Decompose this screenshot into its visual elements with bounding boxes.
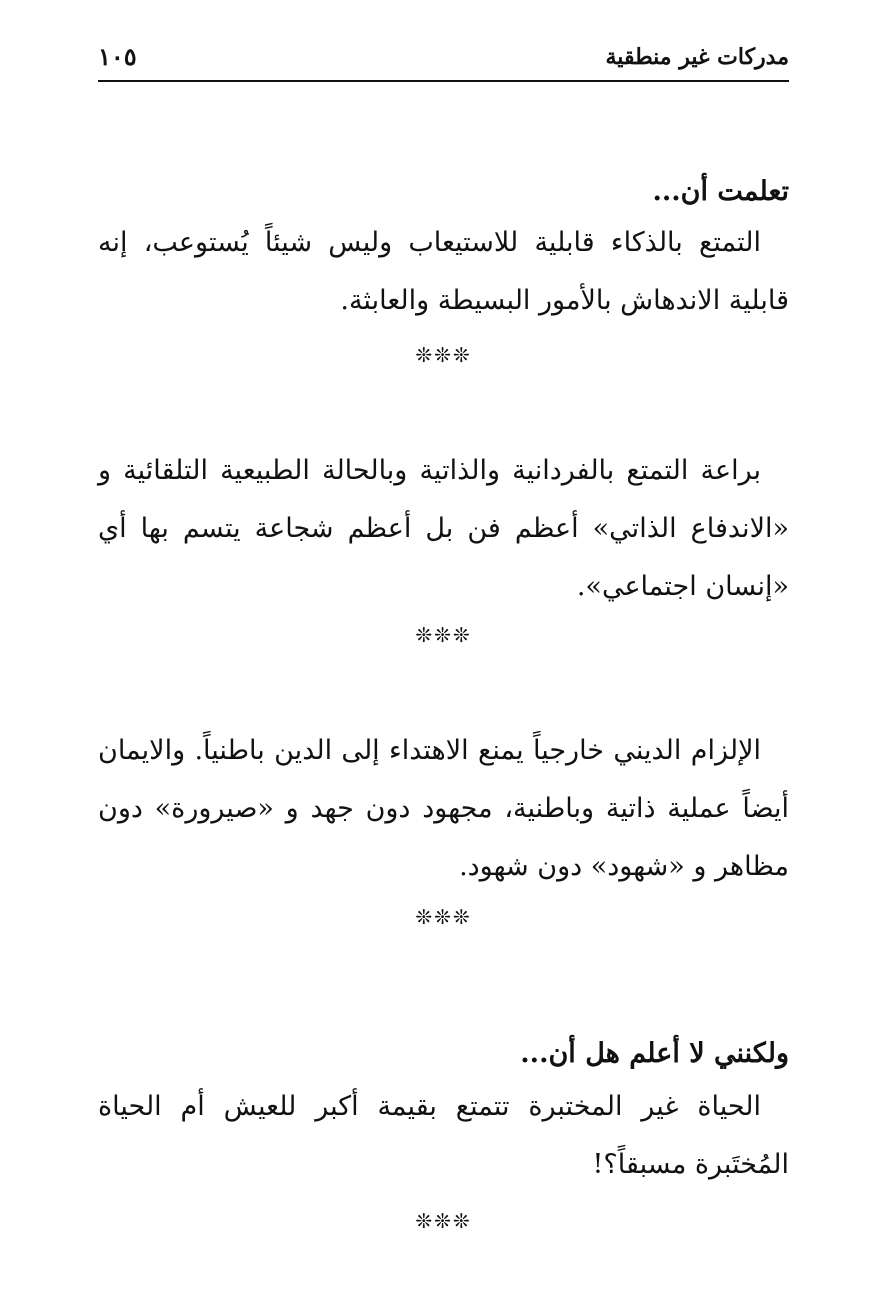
paragraph-intelligence: التمتع بالذكاء قابلية للاستيعاب وليس شيئاً يُستوعب، إنه قابلية الاندهاش بالأمور البسيطة والعابثة. bbox=[98, 227, 789, 316]
section-heading-do-not-know: ولكنني لا أعلم هل أن... bbox=[520, 1038, 789, 1069]
separator-stars-2: ❊❊❊ bbox=[415, 623, 472, 647]
separator-stars-4: ❊❊❊ bbox=[415, 1209, 472, 1233]
paragraph-individuality: براعة التمتع بالفردانية والذاتية وبالحالة الطبيعية التلقائية و «الاندفاع الذاتي» أعظم فن بل أعظم شجاعة يتسم بها أي «إنسان اجتماعي». bbox=[98, 455, 789, 602]
running-header bbox=[98, 40, 789, 82]
page-number: ١٠٥ bbox=[98, 42, 137, 71]
running-title: مدركات غير منطقية bbox=[605, 44, 789, 70]
paragraph-religious-obligation: الإلزام الديني خارجياً يمنع الاهتداء إلى الدين باطنياً. والايمان أيضاً عملية ذاتية وباطنية، مجهود دون جهد و «صيرورة» دون مظاهر و «شهود» دون شهود. bbox=[98, 735, 789, 882]
separator-stars-3: ❊❊❊ bbox=[415, 905, 472, 929]
separator-stars-1: ❊❊❊ bbox=[415, 343, 472, 367]
paragraph-tested-life: الحياة غير المختبرة تتمتع بقيمة أكبر للعيش أم الحياة المُختَبرة مسبقاً؟! bbox=[98, 1091, 789, 1180]
section-heading-learned: تعلمت أن... bbox=[652, 176, 789, 207]
